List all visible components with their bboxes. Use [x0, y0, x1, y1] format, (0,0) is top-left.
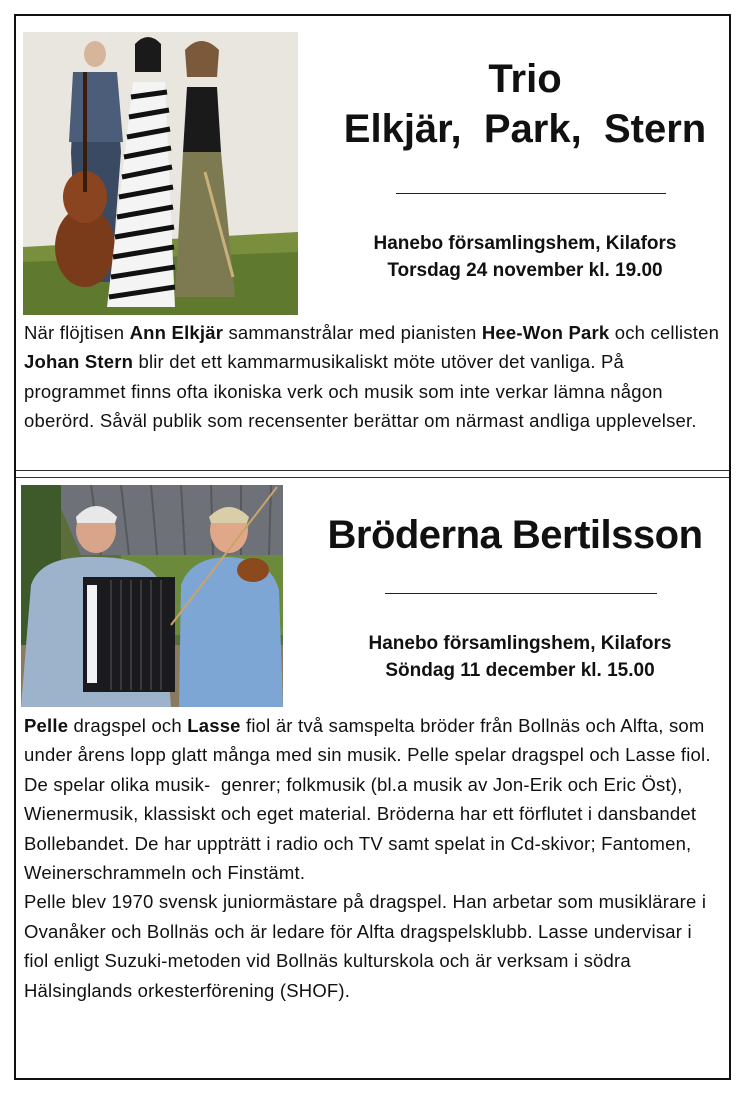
performer-name: Johan Stern [24, 351, 134, 373]
event1-description [24, 318, 720, 436]
event2-paragraph-2: Pelle blev 1970 svensk juniormästare på dragspel. Han arbetar som musiklärare i Ovanåker och Bollnäs och är ledare för Alfta dragspelsklubb. Lasse undervisar i fiol enligt Suzuki-metoden vid Bollnäs kulturskola och är verksam i södra Hälsinglands orkesterförening (SHOF). [24, 891, 707, 1001]
event1-date: Torsdag 24 november kl. 19.00 [387, 260, 663, 281]
performer-name: Hee-Won Park [481, 322, 610, 343]
text: och cellisten [609, 322, 720, 343]
section-divider-bottom [16, 477, 729, 478]
event2-title: Bröderna Bertilsson [327, 513, 703, 557]
event2-date: Söndag 11 december kl. 15.00 [385, 660, 655, 681]
event1-divider [396, 193, 666, 194]
event2-venue-block [310, 630, 730, 684]
text: fiol är två samspelta bröder från Bollnäs och Alfta, som under årens lopp glatt många med sin musik. Pelle spelar dragspel och Lasse fiol. De spelar olika musik- genrer; folkmusik (bl.a musik av Jon-Erik och Eric Öst), Wienermusik, klassiskt och eget material. Bröderna har ett förflutet i dansbandet Bollebandet. De har uppträtt i radio och TV samt spelat in Cd-skivor; Fantomen, Weinerschrammeln och Finstämt. [24, 715, 717, 884]
trio-photo [23, 32, 298, 315]
brothers-photo [21, 485, 283, 707]
event2-divider [385, 593, 657, 594]
text: När flöjtisen [24, 322, 130, 343]
text: blir det ett kammarmusikaliskt möte utöver det vanliga. På programmet finns ofta ikoniska verk och musik som inte verkar lämna någon oberörd. Såväl publik som recensenter berättar om närmast andliga upplevelser. [24, 351, 697, 432]
event1-venue-block [320, 230, 730, 284]
event2-venue: Hanebo församlingshem, Kilafors [368, 633, 672, 654]
performer-name: Lasse [187, 715, 241, 736]
performer-name: Ann Elkjär [129, 322, 224, 343]
event1-title-line2: Elkjär, Park, Stern [343, 107, 707, 151]
event1-title-line1: Trio [488, 57, 562, 101]
text: sammanstrålar med pianisten [223, 322, 482, 343]
performer-name: Pelle [24, 715, 69, 736]
event1-title [330, 54, 720, 154]
event2-description [24, 711, 720, 1005]
text: dragspel och [68, 715, 188, 736]
section-divider-top [16, 470, 729, 471]
event1-venue: Hanebo församlingshem, Kilafors [373, 233, 677, 254]
